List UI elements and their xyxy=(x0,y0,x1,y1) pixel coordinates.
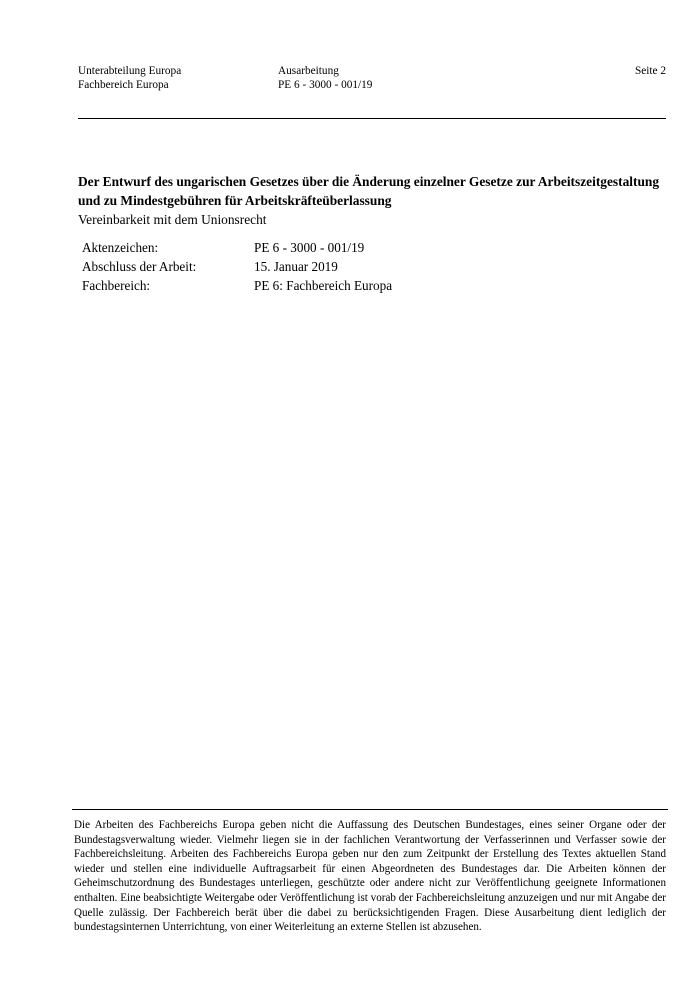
metadata-table xyxy=(82,238,602,295)
meta-label-abschluss: Abschluss der Arbeit: xyxy=(82,259,197,274)
header-department: Unterabteilung Europa xyxy=(78,65,182,77)
meta-value-aktenzeichen: PE 6 - 3000 - 001/19 xyxy=(254,240,365,255)
table-row xyxy=(82,276,602,295)
header-divider xyxy=(78,118,666,119)
table-row xyxy=(82,238,602,257)
table-row xyxy=(82,257,602,276)
footer-divider xyxy=(72,809,668,810)
title-block xyxy=(78,172,672,229)
header-subdepartment: Fachbereich Europa xyxy=(78,79,169,91)
header-line-1 xyxy=(78,64,666,78)
header-right-spacer xyxy=(596,78,666,92)
header-doc-type: Ausarbeitung xyxy=(278,65,339,77)
meta-label-fachbereich: Fachbereich: xyxy=(82,278,151,293)
page-subtitle: Vereinbarkeit mit dem Unionsrecht xyxy=(78,212,267,227)
footer-disclaimer: Die Arbeiten des Fachbereichs Europa geben nicht die Auffassung des Deutschen Bundestages, eines seiner Organe oder der Bundestagsverwaltung wieder. Vielmehr liegen sie in der fachlichen Verantwortung der Verfasserinnen und Verfasser sowie der Fachbereichsleitung. Arbeiten des Fachbereichs Europa geben nur den zum Zeitpunkt der Erstellung des Textes aktuellen Stand wieder und stellen eine individuelle Auftragsarbeit für einen Abgeordneten des Bundestages dar. Die Arbeiten können der Geheimschutzordnung des Bundestages unterliegen, geschützte oder andere nicht zur Veröffentlichung geeignete Informationen enthalten. Eine beabsichtigte Weitergabe oder Veröffentlichung ist vorab der Fachbereichsleitung anzuzeigen und nur mit Angabe der Quelle zulässig. Der Fachbereich berät über die dabei zu berücksichtigenden Fragen. Diese Ausarbeitung dient lediglich der bundestagsinternen Unterrichtung, von einer Weiterleitung an externe Stellen ist abzusehen. xyxy=(74,819,666,934)
page-header xyxy=(78,64,666,92)
meta-value-fachbereich: PE 6: Fachbereich Europa xyxy=(254,278,393,293)
header-page-number: Seite 2 xyxy=(634,65,666,77)
page-title: Der Entwurf des ungarischen Gesetzes über die Änderung einzelner Gesetze zur Arbeitszeitgestaltung und zu Mindestgebühren für Arbeitskräfteüberlassung xyxy=(78,174,660,208)
header-line-2 xyxy=(78,78,666,92)
header-reference-number: PE 6 - 3000 - 001/19 xyxy=(278,79,373,91)
meta-value-abschluss: 15. Januar 2019 xyxy=(254,259,338,274)
meta-label-aktenzeichen: Aktenzeichen: xyxy=(82,240,159,255)
